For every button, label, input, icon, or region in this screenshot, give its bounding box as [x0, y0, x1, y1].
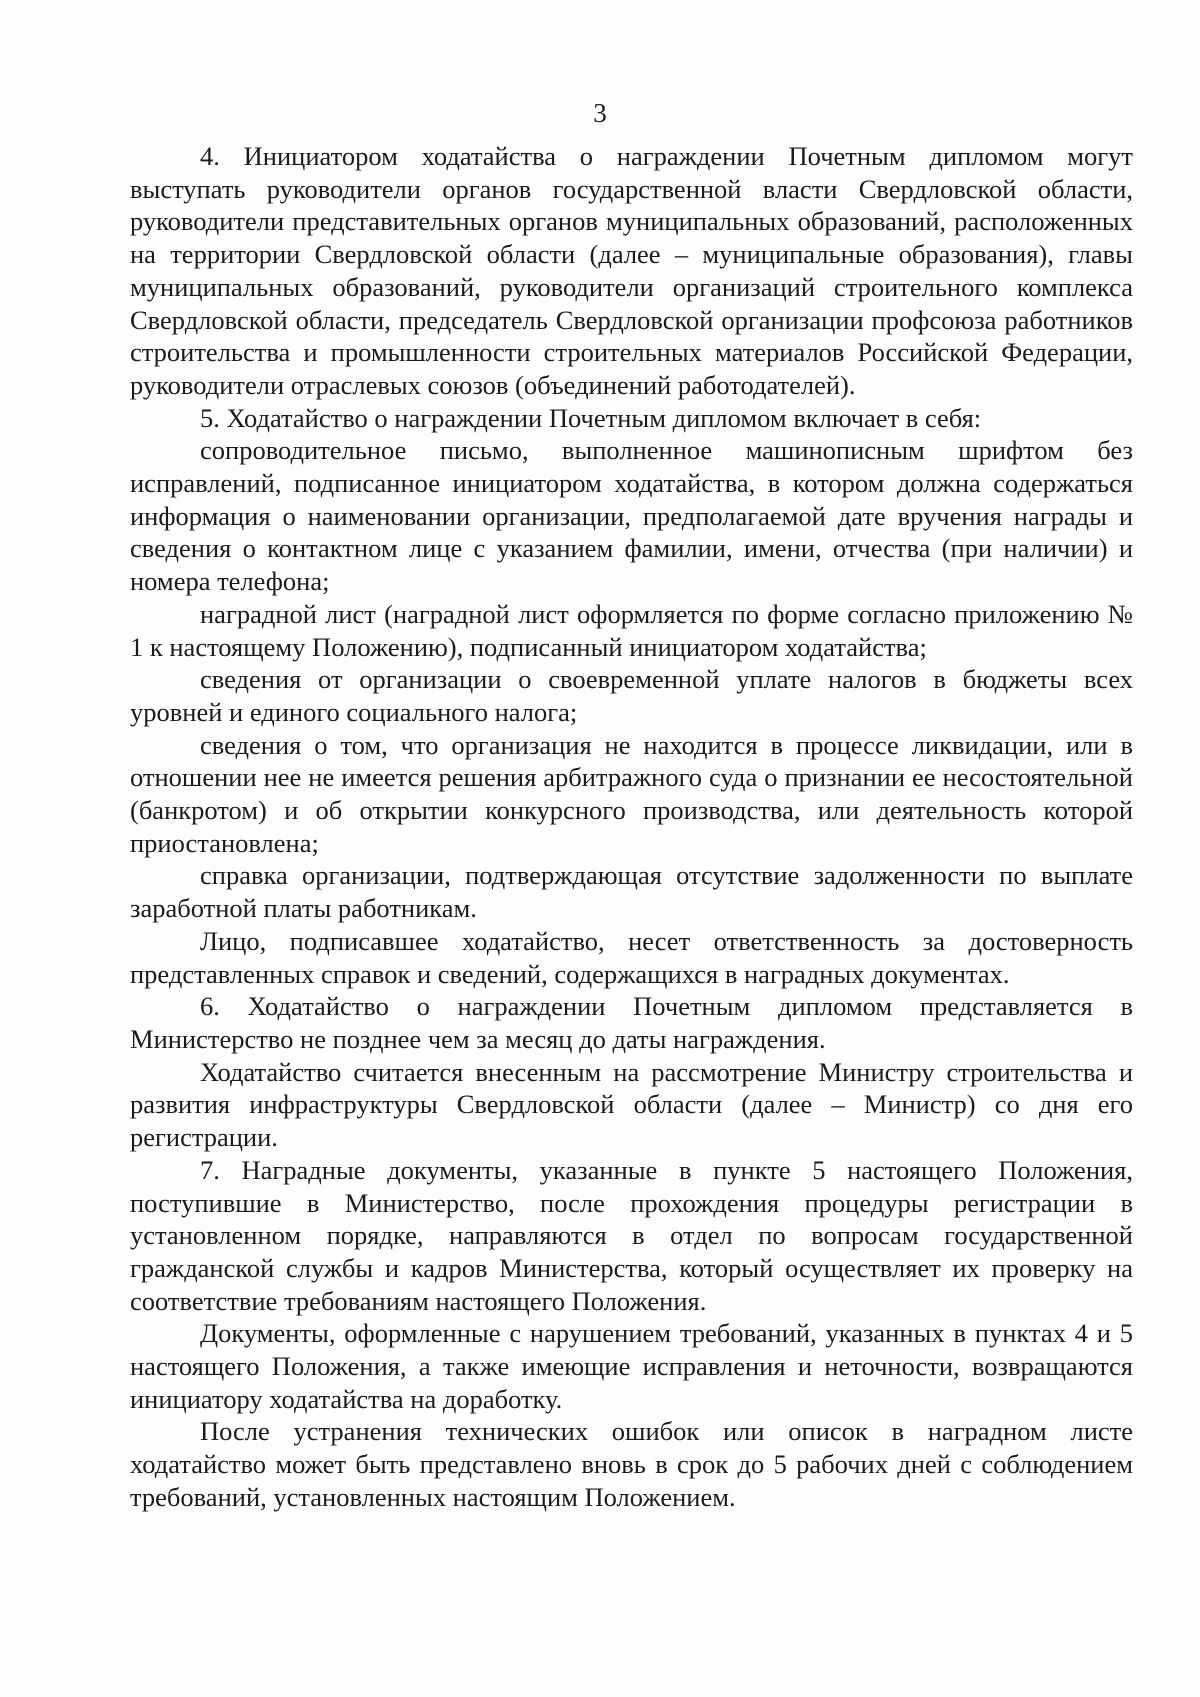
document-body — [130, 140, 1133, 1514]
paragraph-item-4: 4. Инициатором ходатайства о награждении Почетным дипломом могут выступать руководители органов государственной власти Свердловской области, руководители представительных органов муниципальных образований, расположенных на территории Свердловской области (далее – муниципальные образования), главы муниципальных образований, руководители организаций строительного комплекса Свердловской области, председатель Свердловской организации профсоюза работников строительства и промышленности строительных материалов Российской Федерации, руководители отраслевых союзов (объединений работодателей). — [130, 141, 1133, 400]
paragraph-liquidation-info: сведения о том, что организация не находится в процессе ликвидации, или в отношении нее не имеется решения арбитражного суда о признании ее несостоятельной (банкротом) и об открытии конкурсного производства, или деятельность которой приостановлена; — [130, 729, 1133, 858]
paragraph-cover-letter: сопроводительное письмо, выполненное машинописным шрифтом без исправлений, подписанное инициатором ходатайства, в котором должна содержаться информация о наименовании организации, предполагаемой дате вручения награды и сведения о контактном лице с указанием фамилии, имени, отчества (при наличии) и номера телефона; — [130, 435, 1133, 597]
paragraph-award-sheet: наградной лист (наградной лист оформляется по форме согласно приложению № 1 к настоящему Положению), подписанный инициатором ходатайства; — [130, 598, 1133, 662]
page-number: 3 — [593, 98, 607, 128]
paragraph-return: Документы, оформленные с нарушением требований, указанных в пунктах 4 и 5 настоящего Положения, а также имеющие исправления и неточности, возвращаются инициатору ходатайства на доработку. — [130, 1318, 1133, 1414]
paragraph-registration: Ходатайство считается внесенным на рассмотрение Министру строительства и развития инфраструктуры Свердловской области (далее – Министр) со дня его регистрации. — [130, 1056, 1133, 1153]
paragraph-item-5: 5. Ходатайство о награждении Почетным дипломом включает в себя: — [200, 402, 982, 433]
paragraph-item-6: 6. Ходатайство о награждении Почетным дипломом представляется в Министерство не позднее чем за месяц до даты награждения. — [130, 991, 1133, 1054]
paragraph-resubmission: После устранения технических ошибок или описок в наградном листе ходатайство может быть представлено вновь в срок до 5 рабочих дней с соблюдением требований, установленных настоящим Положением. — [130, 1416, 1133, 1512]
paragraph-item-7: 7. Наградные документы, указанные в пункте 5 настоящего Положения, поступившие в Министерство, после прохождения процедуры регистрации в установленном порядке, направляются в отдел по вопросам государственной гражданской службы и кадров Министерства, который осуществляет их проверку на соответствие требованиям настоящего Положения. — [130, 1154, 1133, 1316]
paragraph-tax-info: сведения от организации о своевременной уплате налогов в бюджеты всех уровней и единого социального налога; — [130, 664, 1133, 727]
paragraph-responsibility: Лицо, подписавшее ходатайство, несет ответственность за достоверность представленных справок и сведений, содержащихся в наградных документах. — [130, 925, 1133, 989]
paragraph-salary-certificate: справка организации, подтверждающая отсутствие задолженности по выплате заработной платы работникам. — [130, 860, 1133, 924]
